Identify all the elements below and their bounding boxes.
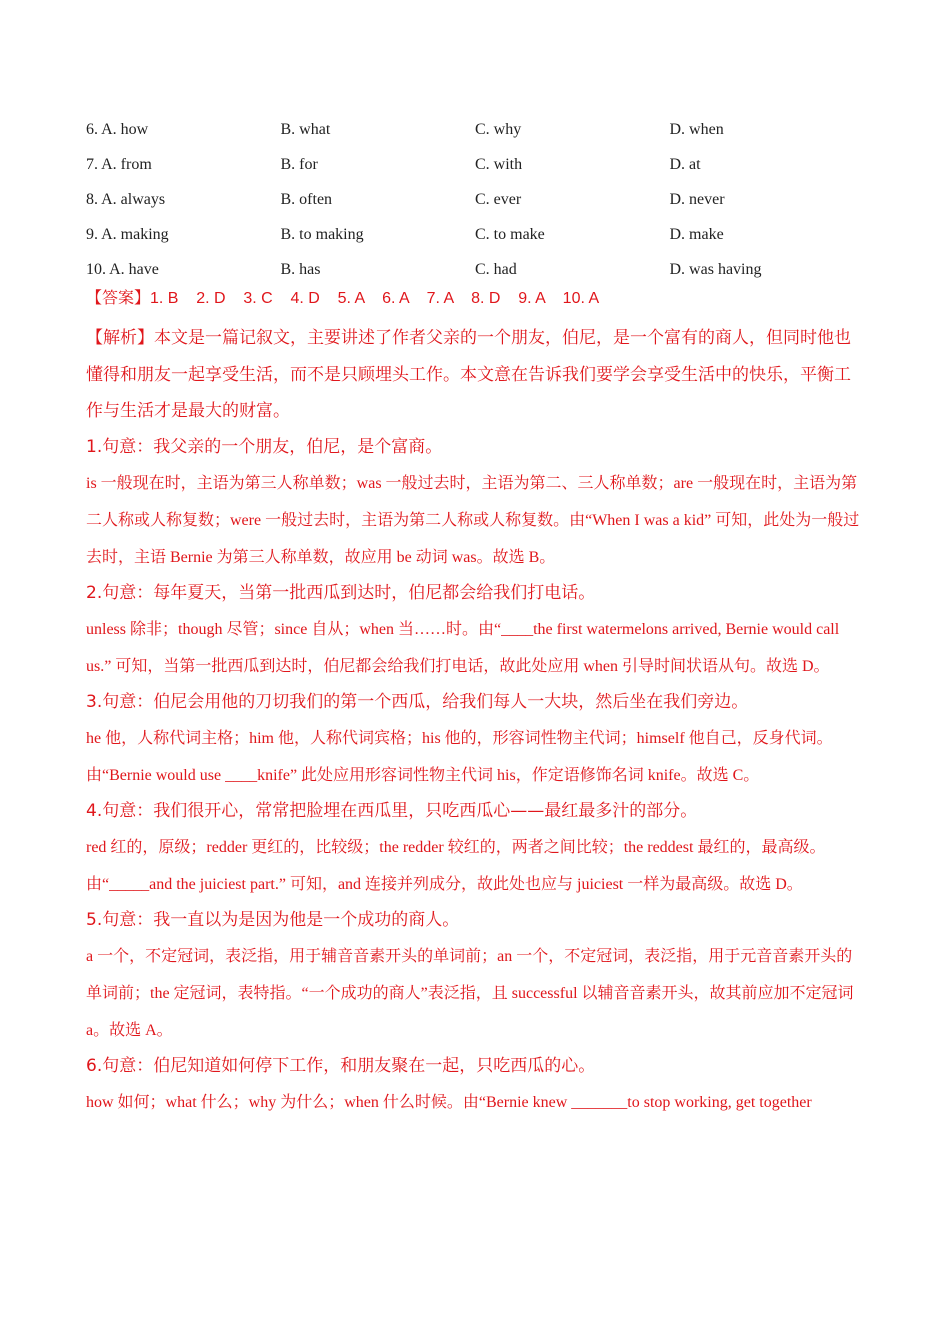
option-6d: D. when xyxy=(669,120,724,138)
option-9c: C. to make xyxy=(475,225,545,243)
option-7a: 7. A. from xyxy=(86,155,152,173)
option-10d: D. was having xyxy=(669,260,762,278)
option-7c: C. with xyxy=(475,155,523,173)
option-9a: 9. A. making xyxy=(86,225,169,243)
answer-options xyxy=(86,112,886,287)
option-9d: D. make xyxy=(669,225,724,243)
item-1-heading: 1.句意：我父亲的一个朋友，伯尼，是个富商。 xyxy=(86,436,443,457)
option-7d: D. at xyxy=(669,155,701,173)
option-8b: B. often xyxy=(280,190,333,208)
option-7b: B. for xyxy=(280,155,318,173)
option-6a: 6. A. how xyxy=(86,120,149,138)
option-8d: D. never xyxy=(669,190,725,208)
item-6-heading: 6.句意：伯尼知道如何停下工作，和朋友聚在一起，只吃西瓜的心。 xyxy=(86,1055,596,1076)
option-8a: 8. A. always xyxy=(86,190,166,208)
item-5-heading: 5.句意：我一直以为是因为他是一个成功的商人。 xyxy=(86,909,460,930)
analysis-section xyxy=(86,320,866,1121)
analysis-tag: 【解析】 xyxy=(86,328,154,348)
item-5-explanation: a 一个，不定冠词，表泛指，用于辅音音素开头的单词前；an 一个，不定冠词，表泛指，用于元音音素开头的单词前；the 定冠词，表特指。“一个成功的商人”表泛指，且 successful 以辅音音素开头，故其前应加不定冠词 a。故选 A。 xyxy=(86,947,854,1039)
option-row-6 xyxy=(86,112,886,147)
item-2-explanation: unless 除非；though 尽管；since 自从；when 当……时。由“____the first watermelons arrived, Bernie would call us.” 可知，当第一批西瓜到达时，伯尼都会给我们打电话，故此处应用 when 引导时间状语从句。故选 D。 xyxy=(86,620,840,675)
option-row-8 xyxy=(86,182,886,217)
option-row-10 xyxy=(86,252,886,287)
option-10a: 10. A. have xyxy=(86,260,159,278)
answer-key xyxy=(86,286,599,312)
option-row-9 xyxy=(86,217,886,252)
item-2-heading: 2.句意：每年夏天，当第一批西瓜到达时，伯尼都会给我们打电话。 xyxy=(86,582,596,603)
analysis-intro xyxy=(86,320,866,430)
option-9b: B. to making xyxy=(280,225,364,243)
item-3-explanation: he 他，人称代词主格；him 他，人称代词宾格；his 他的，形容词性物主代词；himself 他自己，反身代词。由“Bernie would use ____knife” 此处应用形容词性物主代词 his，作定语修饰名词 knife。故选 C。 xyxy=(86,729,833,784)
item-6-explanation: how 如何；what 什么；why 为什么；when 什么时候。由“Bernie knew _______to stop working, get together xyxy=(86,1093,812,1111)
item-4-heading: 4.句意：我们很开心，常常把脸埋在西瓜里，只吃西瓜心——最红最多汁的部分。 xyxy=(86,800,698,821)
option-10c: C. had xyxy=(475,260,517,278)
option-10b: B. has xyxy=(280,260,321,278)
option-8c: C. ever xyxy=(475,190,522,208)
option-row-7 xyxy=(86,147,886,182)
answer-tag: 【答案】 xyxy=(86,290,151,307)
answer-list: 1. B 2. D 3. C 4. D 5. A 6. A 7. A 8. D 9. A 10. A xyxy=(150,290,600,307)
analysis-intro-text: 本文是一篇记叙文，主要讲述了作者父亲的一个朋友，伯尼，是一个富有的商人，但同时他也懂得和朋友一起享受生活，而不是只顾埋头工作。本文意在告诉我们要学会享受生活中的快乐，平衡工作与生活才是最大的财富。 xyxy=(86,328,851,421)
option-6c: C. why xyxy=(475,120,522,138)
item-3-heading: 3.句意：伯尼会用他的刀切我们的第一个西瓜，给我们每人一大块，然后坐在我们旁边。 xyxy=(86,691,749,712)
option-6b: B. what xyxy=(280,120,331,138)
item-4-explanation: red 红的，原级；redder 更红的，比较级；the redder 较红的，两者之间比较；the reddest 最红的，最高级。由“_____and the juiciest part.” 可知，and 连接并列成分，故此处也应与 juiciest 一样为最高级。故选 D。 xyxy=(86,838,826,893)
item-1-explanation: is 一般现在时，主语为第三人称单数；was 一般过去时，主语为第二、三人称单数；are 一般现在时，主语为第二人称或人称复数；were 一般过去时，主语为第二人称或人称复数。由“When I was a kid” 可知，此处为一般过去时，主语 Bernie 为第三人称单数，故应用 be 动词 was。故选 B。 xyxy=(86,474,860,566)
